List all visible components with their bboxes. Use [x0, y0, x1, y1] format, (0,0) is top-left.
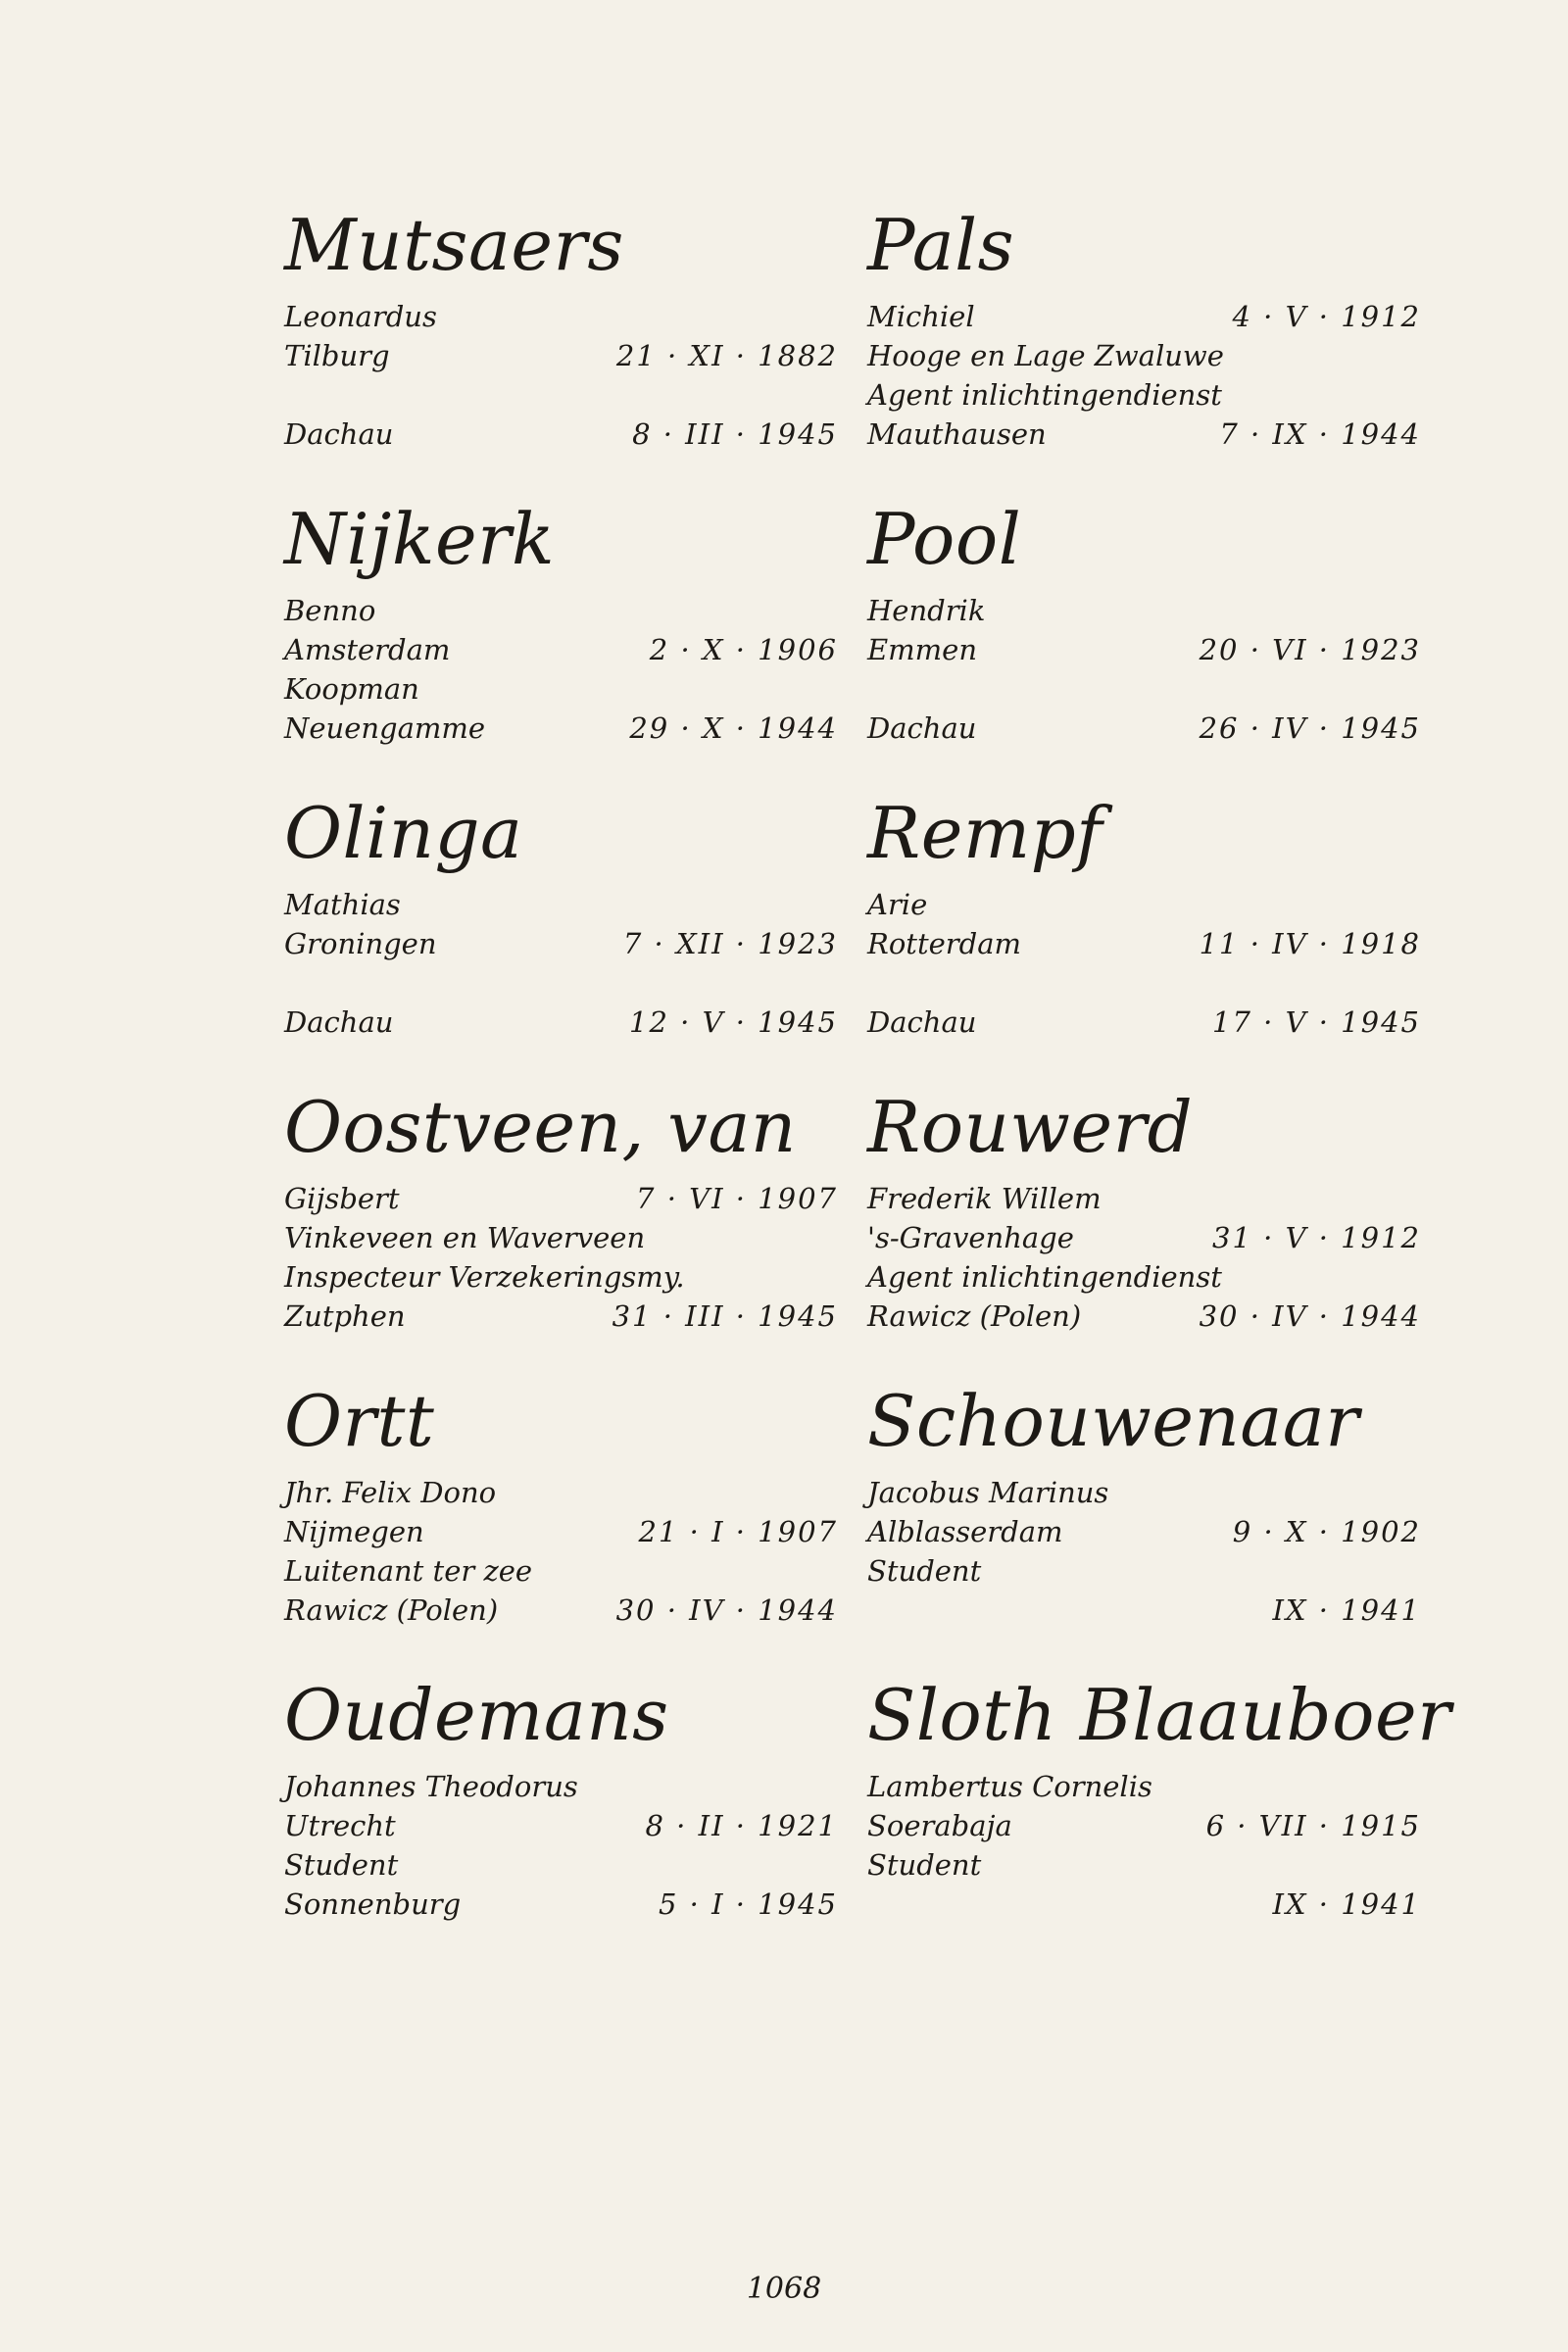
first-name-line [867, 1473, 1421, 1512]
entry-rouwerd [867, 1083, 1421, 1377]
occupation: Student [284, 1848, 399, 1882]
first-name-line [284, 297, 838, 336]
surname: Schouwenaar [867, 1380, 1360, 1462]
surname: Ortt [284, 1380, 435, 1462]
entry-schouwenaar [867, 1377, 1421, 1671]
birthplace: Alblasserdam [867, 1515, 1063, 1548]
birthplace-line [284, 1806, 838, 1845]
first-name-line [284, 1179, 838, 1218]
birthplace: Tilburg [284, 339, 390, 372]
birthplace-line [867, 1512, 1421, 1551]
occupation-line [867, 375, 1421, 415]
first-name: Jacobus Marinus [867, 1476, 1109, 1509]
surname: Oudemans [284, 1674, 669, 1756]
death-line [284, 1591, 838, 1630]
birthplace: Hooge en Lage Zwaluwe [867, 339, 1224, 372]
occupation-line [867, 1551, 1421, 1591]
first-name: Benno [284, 594, 376, 627]
death-line [867, 1591, 1421, 1630]
first-name: Leonardus [284, 300, 437, 333]
birthplace-line [284, 1218, 838, 1257]
birth-date: 21 · I · 1907 [638, 1515, 838, 1548]
occupation-line [284, 963, 838, 1003]
death-date: 12 · V · 1945 [629, 1005, 838, 1039]
first-name-line [867, 885, 1421, 924]
birth-date: 20 · VI · 1923 [1199, 633, 1421, 666]
first-name-line [284, 591, 838, 630]
surname: Rouwerd [867, 1086, 1194, 1168]
death-line [284, 415, 838, 454]
entry-nijkerk [284, 495, 838, 789]
entry-mutsaers [284, 201, 838, 495]
first-name-line [867, 1179, 1421, 1218]
surname: Mutsaers [284, 204, 624, 286]
birth-date: 21 · XI · 1882 [615, 339, 838, 372]
death-line [284, 1885, 838, 1924]
death-date: 8 · III · 1945 [632, 417, 838, 451]
occupation: Student [867, 1554, 982, 1588]
death-place: Dachau [867, 1005, 977, 1039]
death-date: 30 · IV · 1944 [615, 1593, 838, 1627]
occupation-line [284, 1845, 838, 1885]
death-place: Rawicz (Polen) [867, 1299, 1082, 1333]
entry-sloth-blaauboer [867, 1671, 1452, 1965]
death-place: Rawicz (Polen) [284, 1593, 499, 1627]
death-place: Neuengamme [284, 711, 486, 745]
entry-rempf [867, 789, 1421, 1083]
occupation: Luitenant ter zee [284, 1554, 533, 1588]
first-name-line [284, 1767, 838, 1806]
birth-date: 2 · X · 1906 [649, 633, 838, 666]
death-date: 30 · IV · 1944 [1199, 1299, 1421, 1333]
first-name: Gijsbert [284, 1182, 400, 1215]
page-number: 1068 [746, 2272, 822, 2306]
first-name-line [867, 1767, 1421, 1806]
surname: Pool [867, 498, 1022, 580]
surname: Nijkerk [284, 498, 556, 580]
occupation-line [867, 1845, 1421, 1885]
birth-date: 9 · X · 1902 [1232, 1515, 1421, 1548]
death-date: 31 · III · 1945 [612, 1299, 838, 1333]
occupation-line [284, 1257, 838, 1297]
death-place: Sonnenburg [284, 1887, 462, 1921]
birthplace: 's-Gravenhage [867, 1221, 1074, 1254]
death-place: Zutphen [284, 1299, 406, 1333]
birthplace: Groningen [284, 927, 437, 960]
death-line [867, 1297, 1421, 1336]
death-date: 29 · X · 1944 [629, 711, 838, 745]
birth-date: 4 · V · 1912 [1232, 300, 1421, 333]
right-column [867, 201, 1452, 1965]
occupation-line [867, 1257, 1421, 1297]
occupation: Inspecteur Verzekeringsmy. [284, 1260, 685, 1294]
birth-date: 8 · II · 1921 [645, 1809, 838, 1842]
occupation: Student [867, 1848, 982, 1882]
death-date: IX · 1941 [1272, 1887, 1421, 1921]
birthplace: Vinkeveen en Waverveen [284, 1221, 646, 1254]
birthplace-line [284, 1512, 838, 1551]
death-line [284, 1297, 838, 1336]
first-name: Johannes Theodorus [284, 1770, 578, 1803]
first-name: Lambertus Cornelis [867, 1770, 1152, 1803]
surname: Sloth Blaauboer [867, 1674, 1452, 1756]
birthplace-line [867, 336, 1421, 375]
occupation: Koopman [284, 672, 419, 706]
birthplace-line [867, 630, 1421, 669]
occupation-line [867, 669, 1421, 709]
death-line [284, 709, 838, 748]
occupation-line [284, 669, 838, 709]
first-name: Jhr. Felix Dono [284, 1476, 497, 1509]
birthplace: Nijmegen [284, 1515, 424, 1548]
death-line [867, 709, 1421, 748]
first-name-line [284, 1473, 838, 1512]
entry-oudemans [284, 1671, 838, 1965]
birthplace-line [867, 924, 1421, 963]
first-name: Arie [867, 888, 928, 921]
death-place: Dachau [284, 1005, 394, 1039]
surname: Pals [867, 204, 1015, 286]
death-date: 5 · I · 1945 [658, 1887, 838, 1921]
birth-date: 7 · VI · 1907 [636, 1182, 838, 1215]
birth-date: 31 · V · 1912 [1212, 1221, 1421, 1254]
occupation-line [284, 375, 838, 415]
occupation-line [284, 1551, 838, 1591]
first-name: Hendrik [867, 594, 986, 627]
death-line [867, 1885, 1421, 1924]
first-name: Michiel [867, 300, 975, 333]
birthplace: Emmen [867, 633, 978, 666]
birthplace: Utrecht [284, 1809, 396, 1842]
occupation-line [867, 963, 1421, 1003]
death-place: Mauthausen [867, 417, 1047, 451]
birthplace-line [867, 1806, 1421, 1845]
birthplace-line [867, 1218, 1421, 1257]
birth-date: 7 · XII · 1923 [622, 927, 838, 960]
birthplace-line [284, 630, 838, 669]
first-name-line [867, 297, 1421, 336]
death-line [284, 1003, 838, 1042]
occupation: Agent inlichtingendienst [867, 378, 1222, 412]
first-name: Frederik Willem [867, 1182, 1102, 1215]
death-date: IX · 1941 [1272, 1593, 1421, 1627]
birthplace-line [284, 336, 838, 375]
entry-pool [867, 495, 1421, 789]
birthplace: Rotterdam [867, 927, 1021, 960]
birthplace-line [284, 924, 838, 963]
entry-ortt [284, 1377, 838, 1671]
surname: Oostveen, van [284, 1086, 797, 1168]
death-date: 26 · IV · 1945 [1199, 711, 1421, 745]
death-line [867, 415, 1421, 454]
first-name-line [284, 885, 838, 924]
death-date: 17 · V · 1945 [1212, 1005, 1421, 1039]
birthplace: Soerabaja [867, 1809, 1012, 1842]
surname: Olinga [284, 792, 523, 874]
first-name-line [867, 591, 1421, 630]
entry-olinga [284, 789, 838, 1083]
left-column [284, 201, 838, 1965]
entry-oostveen-van [284, 1083, 838, 1377]
birthplace: Amsterdam [284, 633, 451, 666]
death-place: Dachau [284, 417, 394, 451]
entry-pals [867, 201, 1421, 495]
birth-date: 6 · VII · 1915 [1205, 1809, 1421, 1842]
occupation: Agent inlichtingendienst [867, 1260, 1222, 1294]
death-place: Dachau [867, 711, 977, 745]
death-line [867, 1003, 1421, 1042]
surname: Rempf [867, 792, 1103, 874]
birth-date: 11 · IV · 1918 [1199, 927, 1421, 960]
first-name: Mathias [284, 888, 401, 921]
death-date: 7 · IX · 1944 [1219, 417, 1421, 451]
